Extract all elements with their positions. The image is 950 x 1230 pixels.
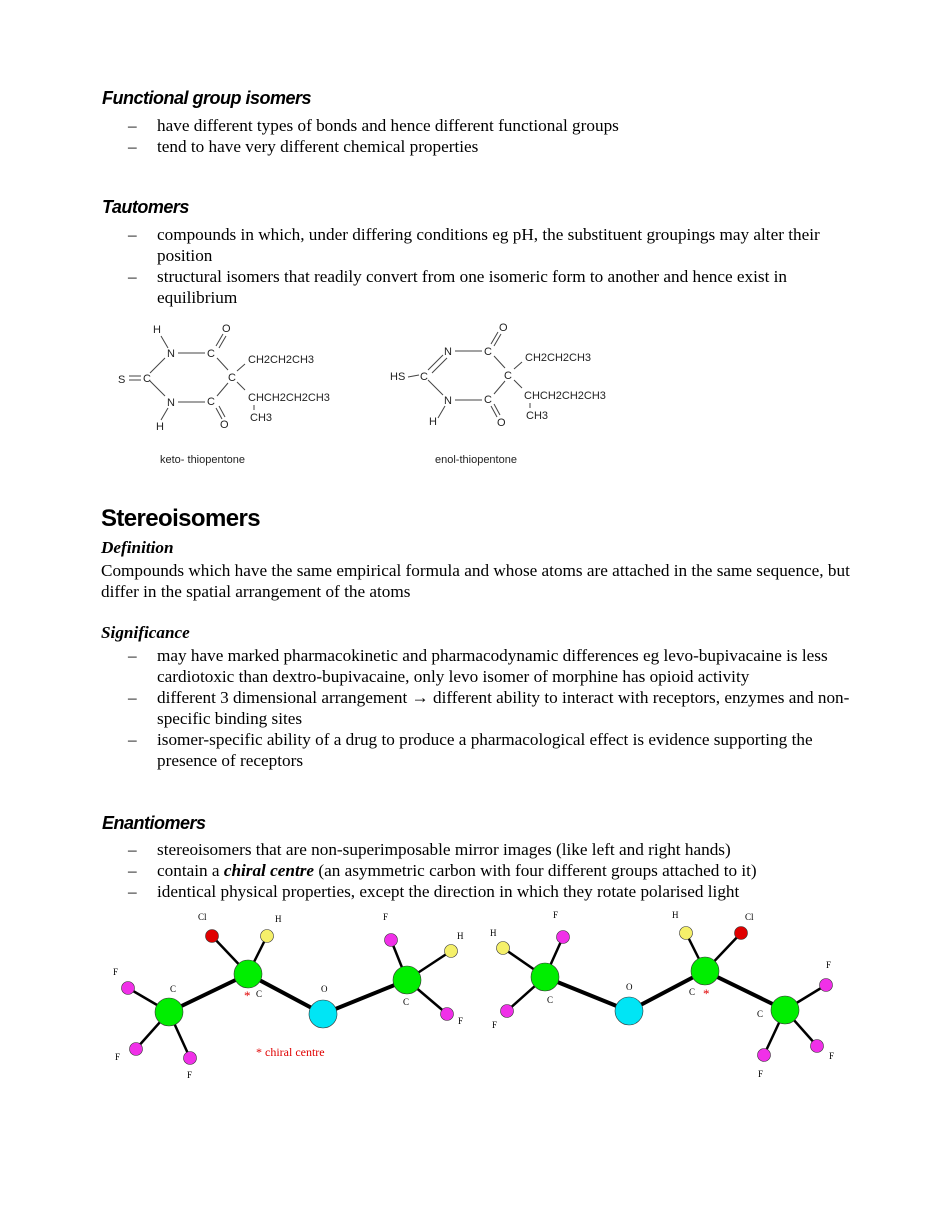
atom-label: F bbox=[829, 1051, 835, 1061]
atom-label: C bbox=[689, 987, 696, 997]
fluorine-atom bbox=[130, 1043, 143, 1056]
atom-label: O bbox=[499, 322, 508, 334]
list-item: – identical physical properties, except the direction in which they rotate polarised light bbox=[128, 881, 863, 902]
fluorine-atom bbox=[441, 1008, 454, 1021]
carbon-atom bbox=[234, 960, 262, 988]
atom-label: C bbox=[420, 371, 428, 383]
atom-label: C bbox=[547, 995, 554, 1005]
atom-label: H bbox=[490, 928, 497, 938]
atom-label: N bbox=[444, 346, 452, 358]
atom-label: F bbox=[113, 967, 119, 977]
fluorine-atom bbox=[385, 934, 398, 947]
fluorine-atom bbox=[758, 1049, 771, 1062]
atom-label: Cl bbox=[198, 912, 207, 922]
atom-label: F bbox=[383, 912, 389, 922]
list-item: – tend to have very different chemical properties bbox=[128, 136, 863, 157]
atom-label: C bbox=[504, 370, 512, 382]
oxygen-atom bbox=[615, 997, 643, 1025]
atom-label: C bbox=[228, 372, 236, 384]
chiral-asterisk: * bbox=[703, 986, 710, 1001]
carbon-atom bbox=[393, 966, 421, 994]
atom-label: HS bbox=[390, 371, 406, 383]
carbon-atom bbox=[155, 998, 183, 1026]
atom-label: C bbox=[207, 396, 215, 408]
substituent-label: CH2CH2CH3 bbox=[525, 352, 592, 364]
fluorine-atom bbox=[122, 982, 135, 995]
list-item: – different 3 dimensional arrangement → different ability to interact with receptors, enzymes and non-specific binding sites bbox=[128, 687, 863, 729]
atom-label: N bbox=[167, 397, 175, 409]
hydrogen-atom bbox=[680, 927, 693, 940]
atom-label: F bbox=[187, 1070, 193, 1080]
definition-text: Compounds which have the same empirical formula and whose atoms are attached in the same sequence, but differ in the spatial arrangement of the atoms bbox=[101, 561, 850, 601]
list-text: (an asymmetric carbon with four different groups attached to it) bbox=[314, 861, 757, 880]
atom-label: H bbox=[672, 910, 679, 920]
substituent-label: CHCH2CH2CH3 bbox=[248, 392, 330, 404]
substituent-label: CHCH2CH2CH3 bbox=[524, 390, 606, 402]
atom-label: C bbox=[207, 348, 215, 360]
chiral-centre-note: * chiral centre bbox=[256, 1045, 325, 1059]
fluorine-atom bbox=[501, 1005, 514, 1018]
list-item: – may have marked pharmacokinetic and pharmacodynamic differences eg levo-bupivacaine is less cardiotoxic than dextro-bupivacaine, only levo isomer of morphine has opioid activity bbox=[128, 645, 863, 687]
enantiomers-heading: Enantiomers bbox=[102, 813, 206, 833]
oxygen-atom bbox=[309, 1000, 337, 1028]
atom-label: C bbox=[170, 984, 177, 994]
atom-label: F bbox=[758, 1069, 764, 1079]
atom-label: N bbox=[444, 395, 452, 407]
stereoisomers-heading: Stereoisomers bbox=[101, 505, 260, 532]
atom-label: C bbox=[403, 997, 410, 1007]
chiral-centre-term: chiral centre bbox=[223, 861, 315, 880]
carbon-atom bbox=[691, 957, 719, 985]
fluorine-atom bbox=[184, 1052, 197, 1065]
chlorine-atom bbox=[735, 927, 748, 940]
fluorine-atom bbox=[557, 931, 570, 944]
atom-label: F bbox=[458, 1016, 464, 1026]
atom-label: C bbox=[757, 1009, 764, 1019]
functional-isomers-heading: Functional group isomers bbox=[102, 88, 312, 108]
tautomers-heading: Tautomers bbox=[102, 197, 189, 217]
atom-label: N bbox=[167, 348, 175, 360]
hydrogen-atom bbox=[261, 930, 274, 943]
atom-label: F bbox=[826, 960, 832, 970]
atom-label: H bbox=[156, 421, 164, 433]
atom-label: S bbox=[118, 374, 126, 386]
substituent-label: CH2CH2CH3 bbox=[248, 354, 315, 366]
atom-label: C bbox=[143, 373, 151, 385]
list-item: – have different types of bonds and hence different functional groups bbox=[128, 115, 863, 136]
atom-label: H bbox=[275, 914, 282, 924]
fluorine-atom bbox=[820, 979, 833, 992]
substituent-label: CH3 bbox=[526, 410, 549, 422]
substituent-label: CH3 bbox=[250, 412, 273, 424]
list-text: contain a bbox=[157, 861, 224, 880]
atom-label: O bbox=[220, 419, 229, 431]
atom-label: O bbox=[626, 982, 633, 992]
carbon-atom bbox=[531, 963, 559, 991]
carbon-atom bbox=[771, 996, 799, 1024]
atom-label: C bbox=[256, 989, 263, 999]
atom-label: C bbox=[484, 346, 492, 358]
list-item: – isomer-specific ability of a drug to produce a pharmacological effect is evidence supporting the presence of receptors bbox=[128, 729, 863, 771]
atom-label: H bbox=[457, 931, 464, 941]
atom-label: C bbox=[484, 394, 492, 406]
right-molecule-bonds bbox=[503, 933, 826, 1055]
list-item: – compounds in which, under differing conditions eg pH, the substituent groupings may alter their position bbox=[128, 224, 863, 266]
atom-label: F bbox=[492, 1020, 498, 1030]
hydrogen-atom bbox=[497, 942, 510, 955]
atom-label: F bbox=[553, 910, 559, 920]
atom-label: O bbox=[222, 323, 231, 335]
fluorine-atom bbox=[811, 1040, 824, 1053]
atom-label: O bbox=[497, 417, 506, 429]
list-item: – structural isomers that readily convert from one isomeric form to another and hence exist in equilibrium bbox=[128, 266, 863, 308]
chiral-asterisk: * bbox=[244, 988, 251, 1003]
atom-label: F bbox=[115, 1052, 121, 1062]
chlorine-atom bbox=[206, 930, 219, 943]
enol-caption: enol-thiopentone bbox=[435, 454, 517, 466]
atom-label: H bbox=[429, 416, 437, 428]
list-item: – stereoisomers that are non-superimposable mirror images (like left and right hands) bbox=[128, 839, 863, 860]
significance-label: Significance bbox=[101, 623, 190, 642]
keto-caption: keto- thiopentone bbox=[160, 454, 246, 466]
atom-label: Cl bbox=[745, 912, 754, 922]
atom-label: O bbox=[321, 984, 328, 994]
definition-label: Definition bbox=[101, 538, 174, 557]
hydrogen-atom bbox=[445, 945, 458, 958]
atom-label: H bbox=[153, 324, 161, 336]
